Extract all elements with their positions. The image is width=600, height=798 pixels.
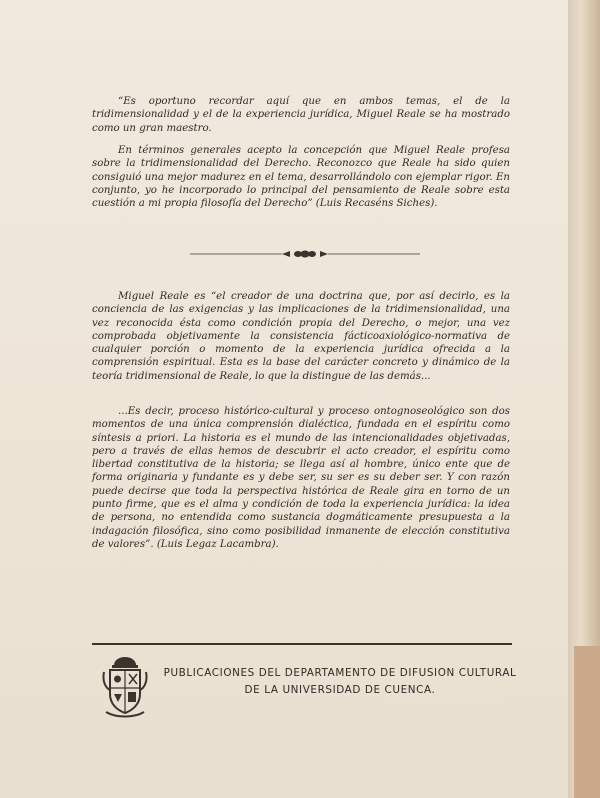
quote-paragraph: Miguel Reale es “el creador de una doctrina que, por así decirlo, es la conciencia de las exigencias y las implicaciones de la tridimensionalidad, una vez reconocida ésta como condición propia del Derecho, o mejor, una vez comprobada objetivamente la consistencia fácticoaxiológico-normativa de cualquier porción o momento de la experiencia jurídica ofrecida a la comprensión espiritual. Esta es la base del carácter concreto y dinámico de la teoría tridimensional de Reale, lo que la distingue de las demás...	[92, 291, 510, 382]
quote-paragraph: “Es oportuno recordar aquí que en ambos temas, el de la tridimensionalidad y el de la experiencia jurídica, Miguel Reale se ha mostrado como un gran maestro.	[92, 96, 510, 134]
quote-block	[92, 95, 510, 135]
publisher-line: PUBLICACIONES DEL DEPARTAMENTO DE DIFUSION CULTURAL	[163, 667, 517, 679]
university-seal-icon	[98, 654, 152, 720]
divider-ornament-icon	[190, 247, 420, 261]
quote-block	[92, 290, 510, 383]
quote-paragraph: En términos generales acepto la concepción que Miguel Reale profesa sobre la tridimensionalidad del Derecho. Reconozco que Reale ha sido quien consiguió una mejor madurez en el tema, desarrollándolo con ejemplar rigor. En conjunto, yo he incorporado lo principal del pensamiento de Reale sobre esta cuestión a mi propia filosofía del Derecho” (Luis Recaséns Siches).	[92, 145, 510, 210]
page-edge-tab	[574, 646, 600, 798]
university-line: DE LA UNIVERSIDAD DE CUENCA.	[244, 684, 436, 696]
quote-block	[92, 144, 510, 210]
quote-paragraph: ...Es decir, proceso histórico-cultural y proceso ontognoseológico son dos momentos de una única comprensión dialéctica, fundada en el espíritu como síntesis a priori. La historia es el mundo de las intencionalidades objetivadas, pero a través de ellas hemos de descubrir el acto creador, el espíritu como libertad constitutiva de la historia; se llega así al hombre, único ente que de forma originaria y fundante es y debe ser, su ser es su deber ser. Y con razón puede decirse que toda la perspectiva histórica de Reale gira en torno de un punto firme, que es el alma y condición de toda la experiencia jurídica: la idea de persona, no entendida como sustancia dogmáticamente presupuesta a la indagación filosófica, sino como posibilidad inmanente de elección constitutiva de valores”. (Luis Legaz Lacambra).	[92, 406, 510, 550]
footer-rule	[92, 643, 512, 645]
quote-block	[92, 405, 510, 551]
